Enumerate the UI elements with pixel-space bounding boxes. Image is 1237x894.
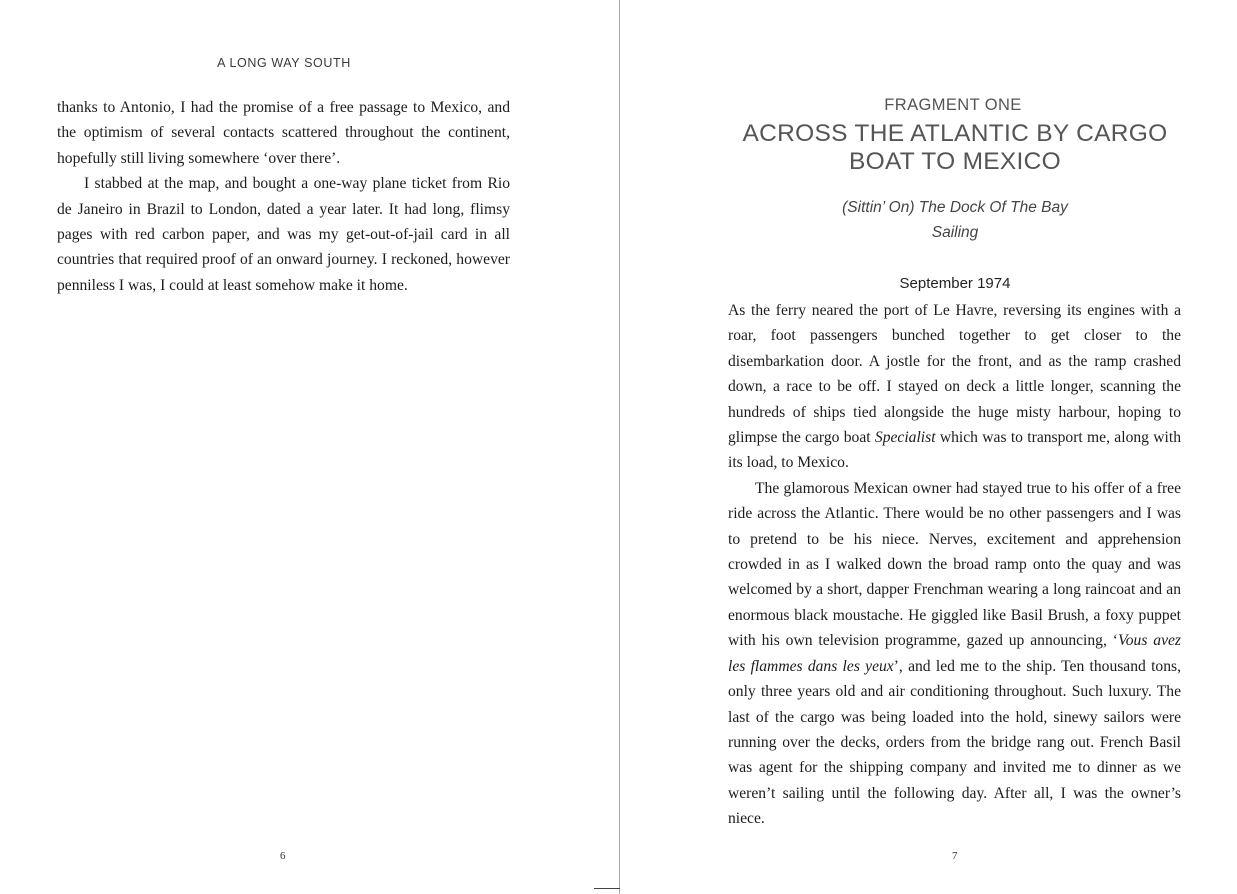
- page-number-left: 6: [280, 850, 286, 862]
- page-number-right: 7: [952, 850, 958, 862]
- chapter-title: ACROSS THE ATLANTIC BY CARGO BOAT TO MEXICO: [742, 120, 1168, 175]
- right-body-text: [728, 298, 1181, 832]
- paragraph-2-end: ’, and led me to the ship. Ten thousand tons, only three years old and air conditioning throughout. Such luxury. The last of the cargo was being loaded into the hold, sinewy sailors were running over the decks, orders from the bridge rang out. French Basil was agent for the shipping company and invited me to dinner as we weren’t sailing until the following day. After all, I was the owner’s niece.: [728, 657, 1181, 828]
- paragraph-2-start: The glamorous Mexican owner had stayed true to his offer of a free ride across the Atlantic. There would be no other passengers and I was to pretend to be his niece. Nerves, excitement and apprehension crowded in as I walked down the broad ramp onto the quay and was welcomed by a short, dapper Frenchman wearing a long raincoat and an enormous black moustache. He giggled like Basil Brush, a foxy puppet with his own television programme, gazed up announcing, ‘: [728, 479, 1181, 650]
- right-page: [620, 0, 1237, 894]
- right-paragraph-1: [728, 298, 1181, 476]
- epigraph-song-1: (Sittin’ On) The Dock Of The Bay: [842, 199, 1068, 216]
- left-paragraph-2: I stabbed at the map, and bought a one-way plane ticket from Rio de Janeiro in Brazil to London, dated a year later. It had long, flimsy pages with red carbon paper, and was my get-out-of-jail card in all countries that required proof of an onward journey. I reckoned, however penniless I was, I could at least somehow make it home.: [57, 175, 510, 294]
- paragraph-1-end: which was to transport me, along with its load, to Mexico.: [728, 429, 1181, 472]
- epigraph-song-2: Sailing: [931, 224, 979, 241]
- right-paragraph-2: [728, 476, 1181, 832]
- date-heading: September 1974: [899, 275, 1011, 292]
- french-quote: Vous avez les flammes dans les yeux: [728, 632, 1181, 675]
- paragraph-1-text: As the ferry neared the port of Le Havre, reversing its engines with a roar, foot passengers bunched together to get closer to the disembarkation door. A jostle for the front, and as the ramp crashed down, a race to be off. I stayed on deck a little longer, scanning the hundreds of ships tied alongside the huge misty harbour, hoping to glimpse the cargo boat: [728, 302, 1181, 447]
- left-paragraph-1: thanks to Antonio, I had the promise of a free passage to Mexico, and the optimism of several contacts scattered throughout the continent, hopefully still living somewhere ‘over there’.: [57, 99, 510, 167]
- fragment-label: FRAGMENT ONE: [884, 96, 1022, 114]
- ship-name: Specialist: [874, 429, 936, 447]
- running-head: A LONG WAY SOUTH: [217, 56, 351, 70]
- left-body-text: [57, 95, 510, 298]
